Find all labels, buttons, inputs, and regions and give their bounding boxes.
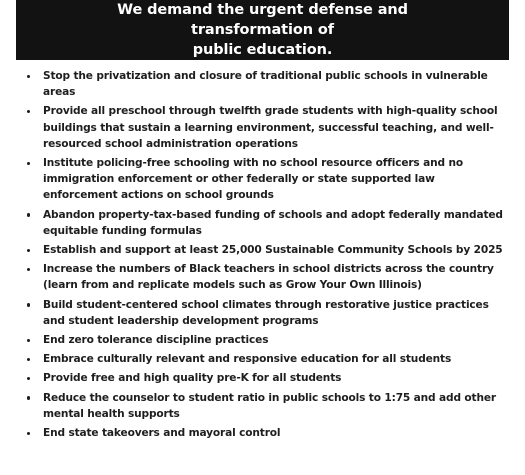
list-item-text: Increase the numbers of Black teachers in school districts across the country (learn from and replicate models such as Grow Your Own Illinois): [43, 263, 494, 292]
bullet-icon: [27, 396, 30, 399]
list-item-text: Build student-centered school climates through restorative justice practices and student leadership development programs: [43, 298, 489, 327]
list-item: [24, 297, 512, 329]
list-item: [24, 351, 512, 367]
bullet-icon: [27, 432, 30, 435]
bullet-icon: [27, 249, 30, 252]
list-item: [24, 370, 512, 386]
list-item-text: Reduce the counselor to student ratio in public schools to 1:75 and add other mental health supports: [43, 391, 496, 420]
list-item-text: Abandon property-tax-based funding of schools and adopt federally mandated equitable funding formulas: [43, 208, 503, 237]
list-item-text: End state takeovers and mayoral control: [43, 427, 281, 440]
list-item: [24, 68, 512, 100]
header-title-line-1: We demand the urgent defense and transformation of: [117, 2, 408, 38]
header-title: [76, 0, 449, 60]
list-item: [24, 425, 512, 441]
bullet-icon: [27, 358, 30, 361]
list-item: [24, 155, 512, 204]
list-item-text: End zero tolerance discipline practices: [43, 334, 269, 347]
list-item: [24, 103, 512, 152]
bullet-icon: [27, 213, 30, 216]
bullet-icon: [27, 268, 30, 271]
bullet-icon: [27, 377, 30, 380]
list-item: [24, 261, 512, 293]
header-title-line-2: public education.: [192, 42, 333, 58]
list-item: [24, 390, 512, 422]
header-banner: [16, 0, 509, 60]
demands-list: [24, 68, 512, 444]
bullet-icon: [27, 162, 30, 165]
bullet-icon: [27, 339, 30, 342]
list-item-text: Establish and support at least 25,000 Sustainable Community Schools by 2025: [43, 244, 503, 257]
list-item-text: Institute policing-free schooling with no school resource officers and no immigration enforcement or other federally or state supported law enforcement actions on school grounds: [43, 157, 464, 202]
list-item-text: Provide all preschool through twelfth grade students with high-quality school buildings that sustain a learning environment, successful teaching, and well-resourced school administration operations: [43, 105, 498, 150]
list-item-text: Stop the privatization and closure of traditional public schools in vulnerable areas: [43, 70, 488, 99]
bullet-icon: [27, 75, 30, 78]
list-item-text: Embrace culturally relevant and responsive education for all students: [43, 353, 452, 366]
bullet-icon: [27, 303, 30, 306]
list-item: [24, 332, 512, 348]
bullet-icon: [27, 110, 30, 113]
list-item: [24, 207, 512, 239]
list-item-text: Provide free and high quality pre-K for all students: [43, 372, 342, 385]
list-item: [24, 242, 512, 258]
